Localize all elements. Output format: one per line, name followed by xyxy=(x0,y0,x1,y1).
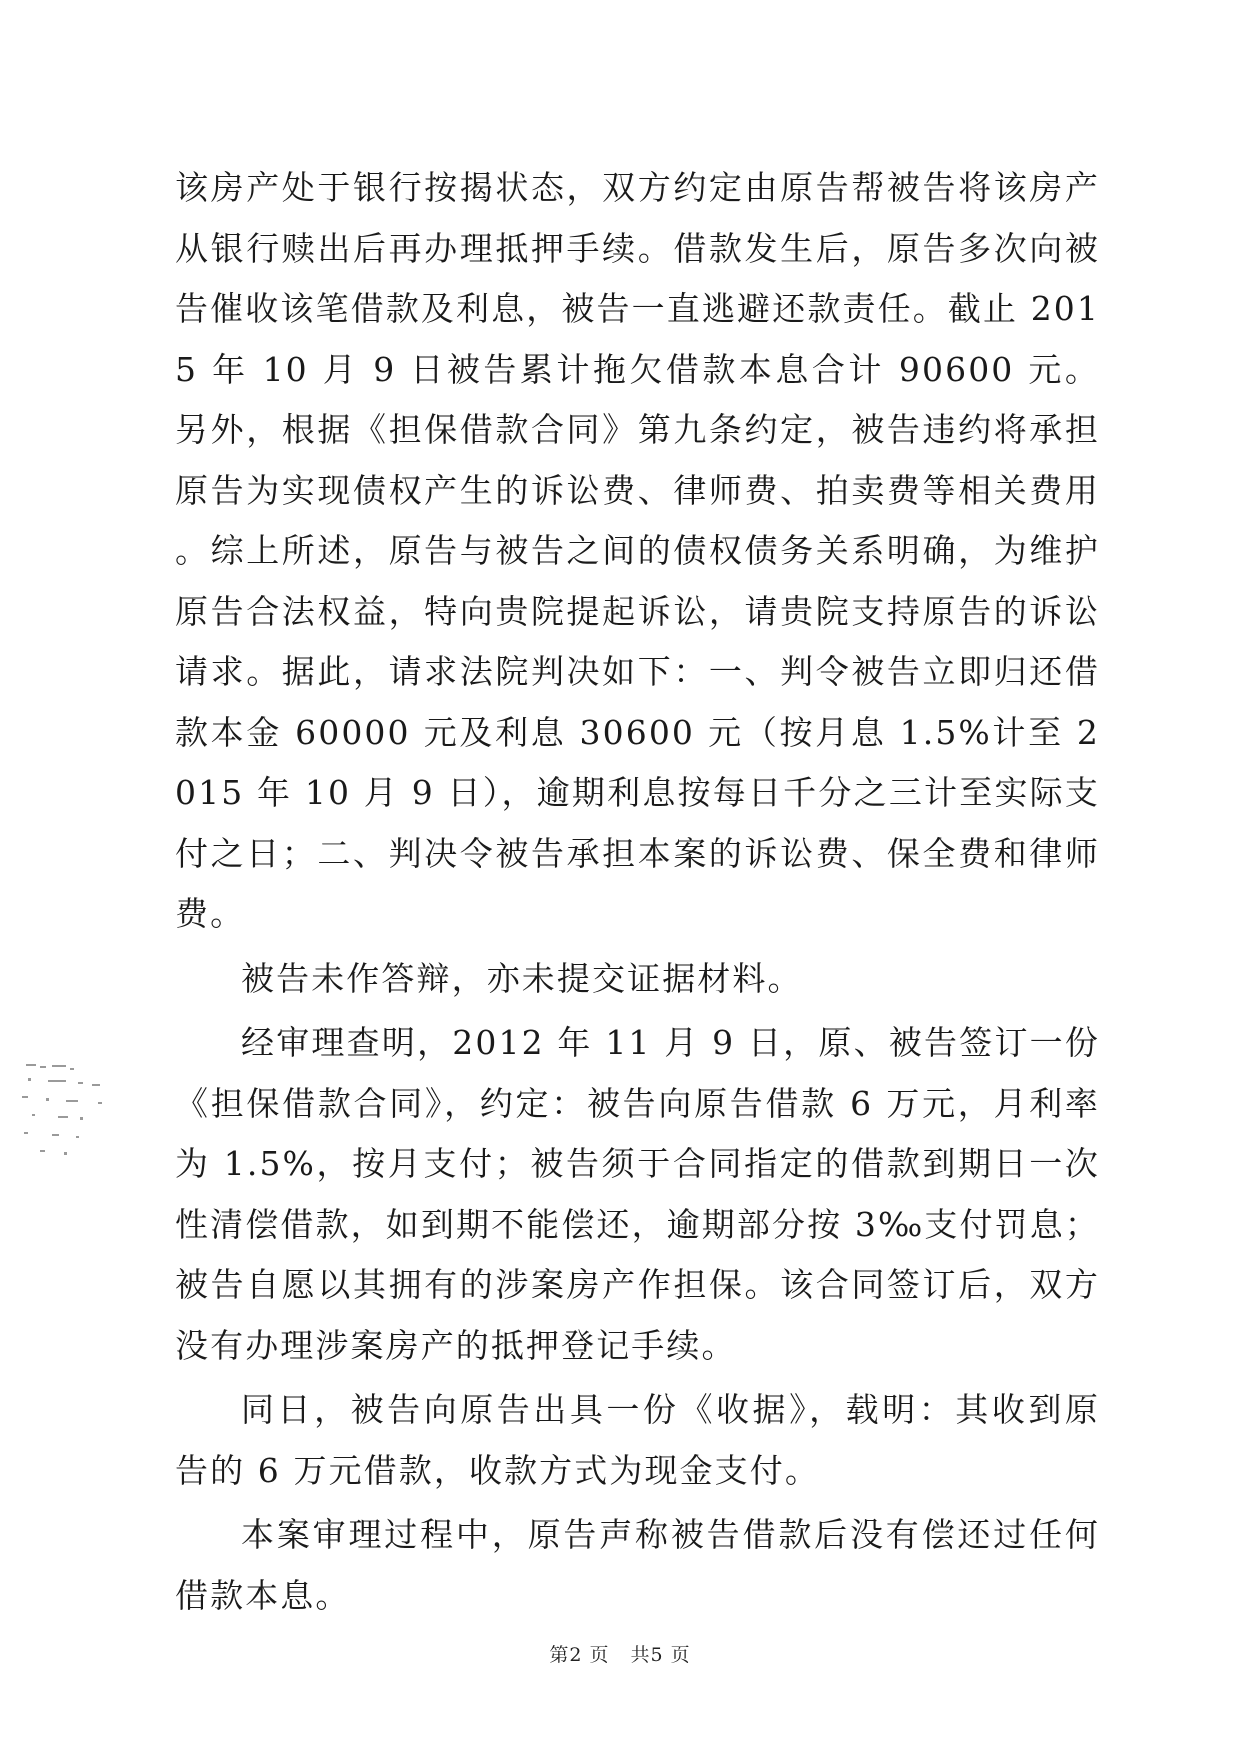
paragraph-trial-statement: 本案审理过程中，原告声称被告借款后没有偿还过任何借款本息。 xyxy=(175,1515,1100,1615)
page-footer xyxy=(0,1640,1240,1667)
scan-artifact-marks xyxy=(18,1062,118,1162)
page-number-label: 第2 页 共5 页 xyxy=(549,1644,691,1666)
paragraph-receipt: 同日，被告向原告出具一份《收据》，载明：其收到原告的 6 万元借款，收款方式为现金支付。 xyxy=(175,1390,1100,1490)
paragraph-defendant-response: 被告未作答辩，亦未提交证据材料。 xyxy=(241,958,803,998)
document-body xyxy=(175,158,1100,1626)
paragraph-facts-found: 经审理查明，2012 年 11 月 9 日，原、被告签订一份《担保借款合同》，约定：被告向原告借款 6 万元，月利率为 1.5%，按月支付；被告须于合同指定的借款到期日一次性清偿借款，如到期不能偿还，逾期部分按 3‰支付罚息；被告自愿以其拥有的涉案房产作担保。该合同签订后，双方没有办理涉案房产的抵押登记手续。 xyxy=(175,1023,1100,1365)
paragraph-plaintiff-claims: 该房产处于银行按揭状态，双方约定由原告帮被告将该房产从银行赎出后再办理抵押手续。借款发生后，原告多次向被告催收该笔借款及利息，被告一直逃避还款责任。截止 2015 年 10 月 9 日被告累计拖欠借款本息合计 90600 元。另外，根据《担保借款合同》第九条约定，被告违约将承担原告为实现债权产生的诉讼费、律师费、拍卖费等相关费用。综上所述，原告与被告之间的债权债务关系明确，为维护原告合法权益，特向贵院提起诉讼，请贵院支持原告的诉讼请求。据此，请求法院判决如下：一、判令被告立即归还借款本金 60000 元及利息 30600 元（按月息 1.5%计至 2015 年 10 月 9 日），逾期利息按每日千分之三计至实际支付之日；二、判决令被告承担本案的诉讼费、保全费和律师费。 xyxy=(175,168,1100,933)
